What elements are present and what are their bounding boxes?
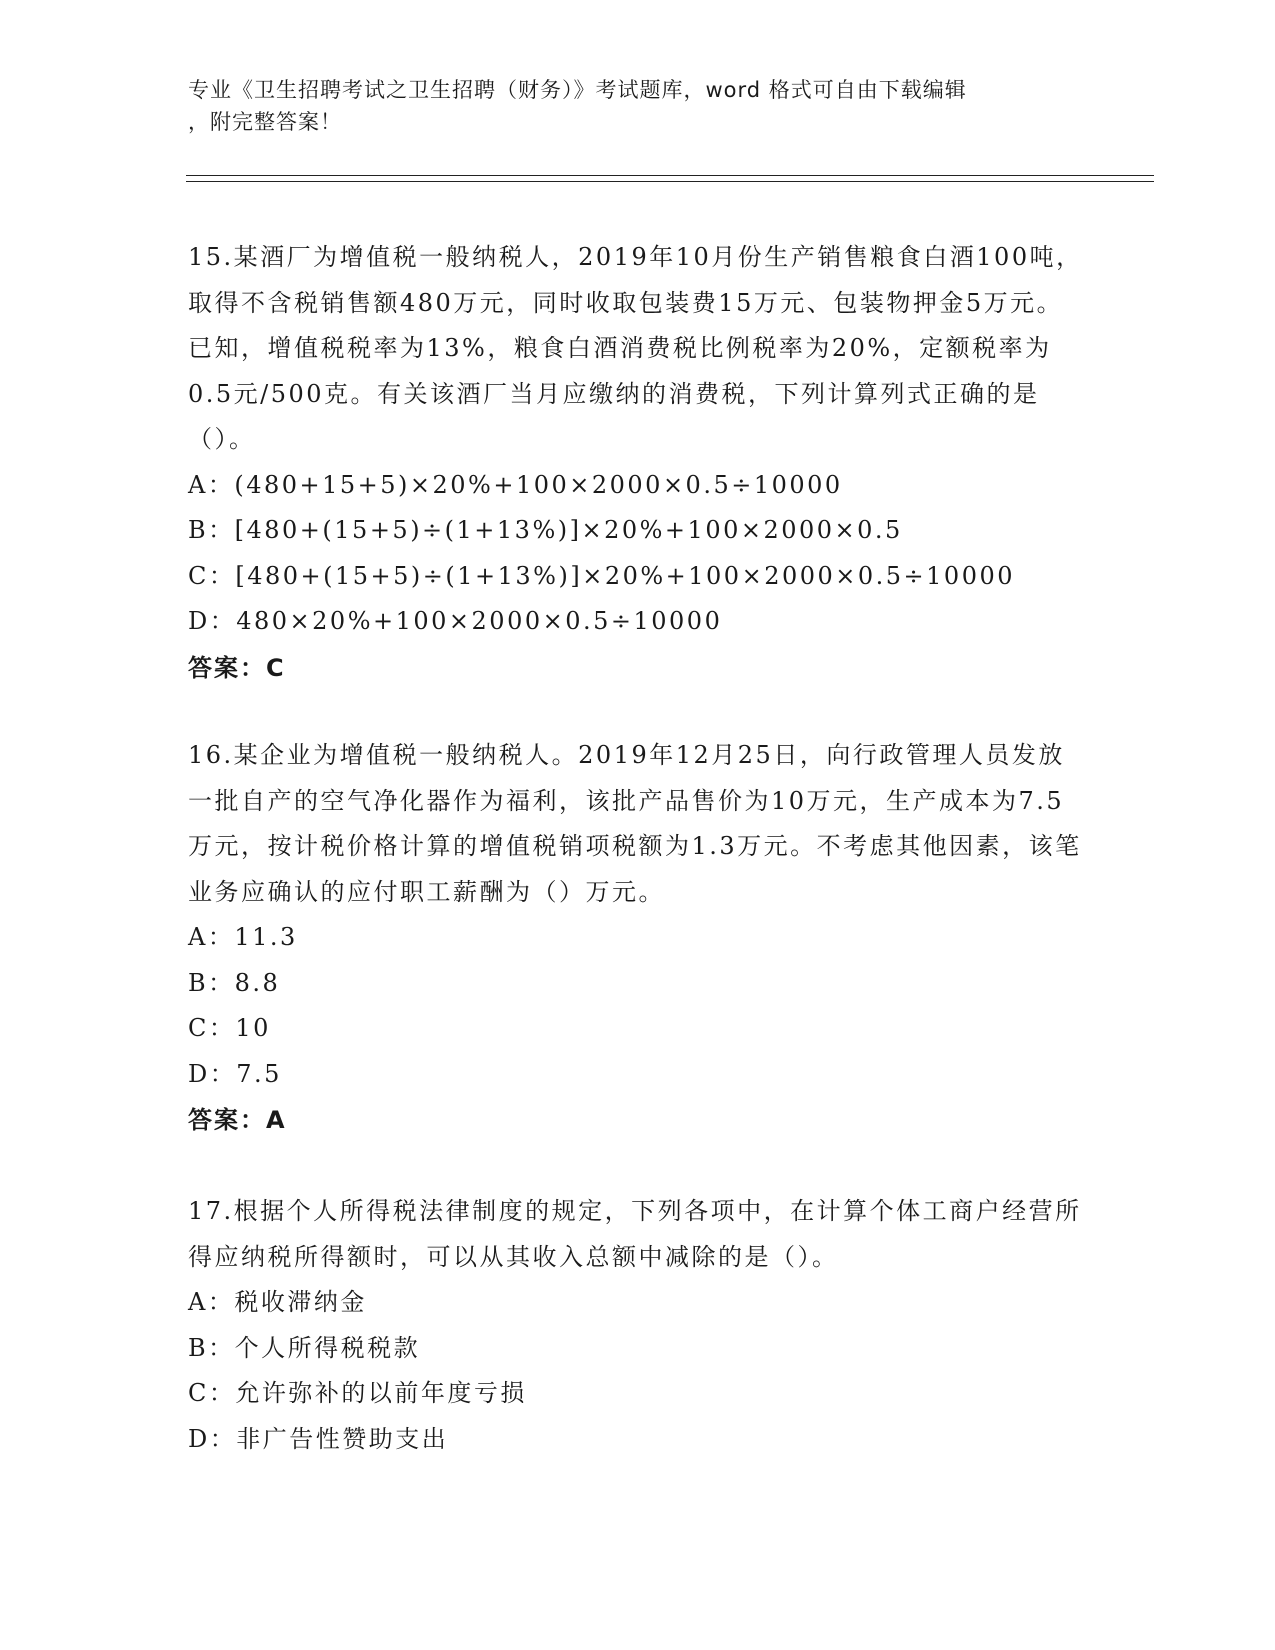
option-b: B：[480+(15+5)÷(1+13%)]×20%+100×2000×0.5 xyxy=(188,516,903,544)
question-stem: 17.根据个人所得税法律制度的规定，下列各项中，在计算个体工商户经营所得应纳税所得额时，可以从其收入总额中减除的是（）。 xyxy=(188,1197,1082,1271)
option-b: B：8.8 xyxy=(188,968,281,997)
option-d: D：7.5 xyxy=(188,1059,282,1088)
question-17 xyxy=(188,1189,1088,1462)
header-divider-bottom xyxy=(186,181,1154,182)
answer-label: 答案：C xyxy=(188,653,286,682)
option-d: D：480×20%+100×2000×0.5÷10000 xyxy=(188,607,723,635)
answer-label: 答案：A xyxy=(188,1106,287,1134)
option-c: C：[480+(15+5)÷(1+13%)]×20%+100×2000×0.5÷10000 xyxy=(188,561,1016,590)
option-a: A：11.3 xyxy=(188,923,298,951)
question-stem: 16.某企业为增值税一般纳税人。2019年12月25日，向行政管理人员发放一批自产的空气净化器作为福利，该批产品售价为10万元，生产成本为7.5万元，按计税价格计算的增值税销项税额为1.3万元。不考虑其他因素，该笔业务应确认的应付职工薪酬为（）万元。 xyxy=(188,741,1082,906)
header-line-2: ，附完整答案！ xyxy=(188,110,342,134)
option-b: B：个人所得税税款 xyxy=(188,1333,421,1362)
header-line-1: 专业《卫生招聘考试之卫生招聘（财务）》考试题库，word 格式可自由下载编辑 xyxy=(188,78,967,102)
question-16 xyxy=(188,733,1088,1143)
option-d: D：非广告性赞助支出 xyxy=(188,1424,449,1453)
option-c: C：允许弥补的以前年度亏损 xyxy=(188,1379,527,1407)
header-divider-top xyxy=(186,175,1154,176)
question-stem: 15.某酒厂为增值税一般纳税人，2019年10月份生产销售粮食白酒100吨，取得不含税销售额480万元，同时收取包装费15万元、包装物押金5万元。已知，增值税税率为13%，粮食白酒消费税比例税率为20%，定额税率为0.5元/500克。有关该酒厂当月应缴纳的消费税，下列计算列式正确的是（）。 xyxy=(188,243,1083,453)
option-a: A：税收滞纳金 xyxy=(188,1288,367,1316)
question-15 xyxy=(188,235,1088,691)
document-header xyxy=(188,74,1088,138)
option-c: C：10 xyxy=(188,1014,271,1042)
option-a: A：(480+15+5)×20%+100×2000×0.5÷10000 xyxy=(188,470,843,499)
